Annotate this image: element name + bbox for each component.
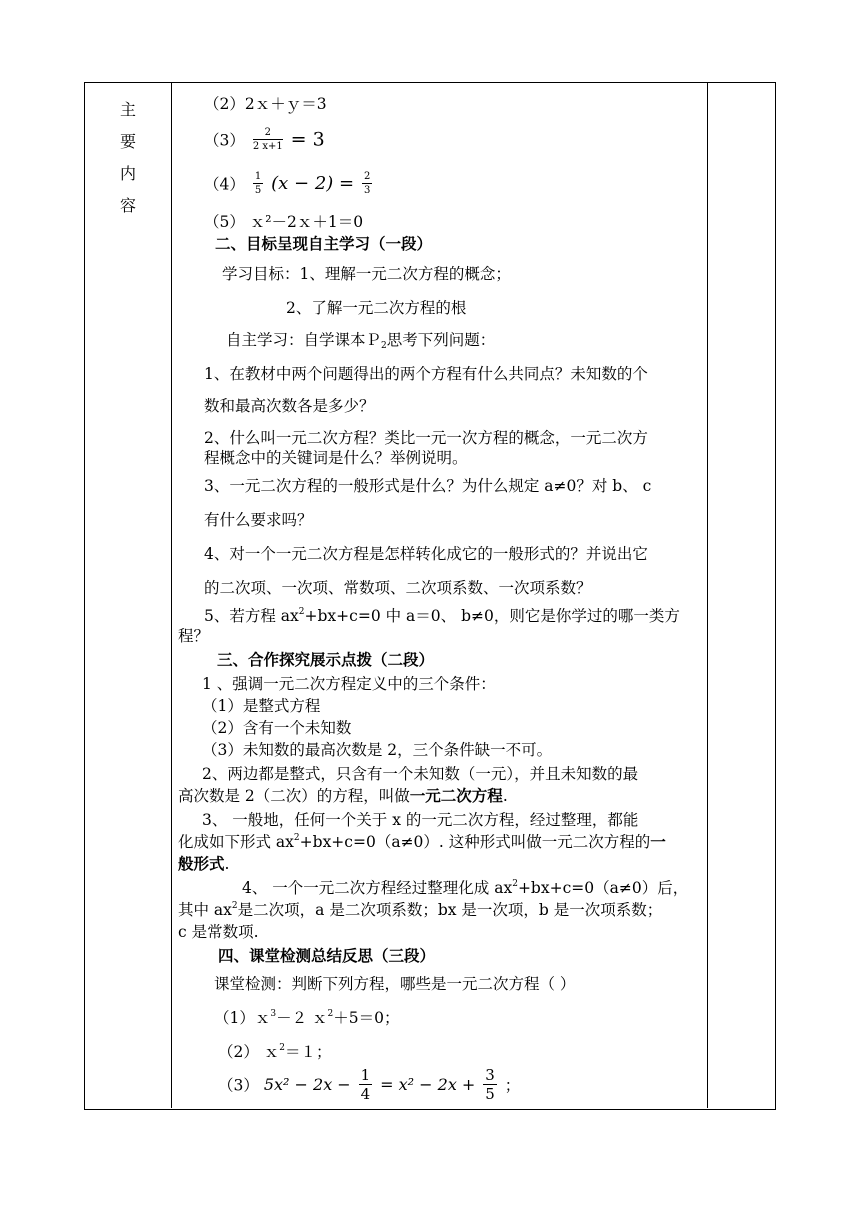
question-4-text-b: 的二次项、一次项、常数项、二次项系数、一次项系数？ — [204, 579, 592, 597]
question-2-line-1 — [204, 426, 648, 448]
condition-2 — [202, 716, 351, 738]
section-2-heading-text: 二、目标呈现自主学习（一段） — [215, 234, 433, 253]
explore-point-4-text-a2: +bx+c=0（a≠0）后， — [517, 879, 689, 897]
equation-3-fraction — [253, 126, 283, 153]
explore-point-3-text-a: 3、 一般地，任何一个关于 x 的一元二次方程，经过整理，都能 — [202, 811, 639, 829]
equation-5-text: （5） ｘ²－2ｘ＋1＝0 — [204, 213, 364, 231]
question-2-line-2 — [204, 446, 468, 468]
condition-1 — [202, 694, 320, 716]
equation-4-right-numerator: 2 — [364, 171, 371, 182]
learning-goal-2 — [286, 296, 466, 318]
equation-4-right-denominator: 3 — [364, 185, 371, 196]
check-eq3-frac2-numerator: 3 — [485, 1066, 495, 1084]
learning-goal-2-text: 2、了解一元二次方程的根 — [286, 299, 467, 317]
explore-point-3-line-1 — [202, 808, 638, 830]
check-eq1-sup1: 3 — [270, 1009, 277, 1019]
equation-3-rhs: = 3 — [290, 128, 325, 151]
equation-3-denominator: 2 x+1 — [252, 141, 283, 152]
check-eq3-lhs: 5x² − 2x − — [263, 1075, 351, 1094]
check-eq3-fraction-1 — [359, 1066, 373, 1103]
check-equation-1 — [214, 1006, 400, 1028]
condition-3 — [202, 738, 552, 760]
check-eq3-fraction-2 — [483, 1066, 497, 1103]
row-label-text: 主要内容 — [120, 100, 137, 215]
explore-point-3-text-c2: . — [224, 855, 230, 873]
explore-point-4-line-3 — [178, 920, 259, 942]
question-2-text-b: 程概念中的关键词是什么？举例说明。 — [204, 449, 468, 467]
explore-point-3-superscript: 2 — [293, 833, 300, 843]
question-5-text-a1: 5、若方程 ax — [204, 607, 299, 625]
question-5-line-2 — [178, 624, 209, 646]
section-2-heading — [215, 232, 432, 254]
condition-3-text: （3）未知数的最高次数是 2，三个条件缺一不可。 — [202, 741, 553, 759]
self-study-text-b: 思考下列问题： — [386, 331, 496, 349]
question-2-text-a: 2、什么叫一元二次方程？类比一元一次方程的概念，一元二次方 — [204, 429, 648, 447]
explore-point-1 — [202, 672, 496, 694]
explore-point-4-superscript-b: 2 — [231, 901, 238, 911]
explore-point-4-text-a1: 4、 一个一元二次方程经过整理化成 ax — [242, 879, 513, 897]
explore-point-4-text-c: c 是常数项. — [178, 923, 259, 941]
question-5-line-1 — [204, 604, 680, 626]
check-eq1-part1: （1）ｘ — [214, 1009, 271, 1027]
equation-2-text: （2）2ｘ＋ｙ＝3 — [204, 95, 327, 113]
check-eq3-end: ； — [504, 1076, 521, 1095]
explore-point-3-line-2 — [178, 830, 666, 852]
explore-point-1-text: 1 、强调一元二次方程定义中的三个条件： — [202, 675, 496, 693]
explore-point-2-line-1 — [202, 762, 638, 784]
explore-point-3-line-3 — [178, 852, 229, 874]
check-equation-3 — [218, 1066, 520, 1106]
self-study-subscript: 2 — [381, 341, 387, 351]
self-study-intro — [226, 328, 495, 350]
check-eq1-part3: ＋5＝0； — [333, 1009, 400, 1027]
explore-point-4-superscript-a: 2 — [512, 879, 518, 889]
explore-point-2-text-b1: 高次数是 2（二次）的方程，叫做 — [178, 787, 410, 805]
question-3-text-b: 有什么要求吗？ — [204, 511, 313, 529]
check-eq2-part1: （2） ｘ — [218, 1043, 280, 1061]
equation-5 — [204, 210, 363, 232]
question-1-line-2 — [204, 394, 375, 416]
question-1-text-a: 1、在教材中两个问题得出的两个方程有什么共同点？未知数的个 — [204, 365, 648, 383]
equation-4-left-denominator: 5 — [254, 185, 262, 196]
question-5-text-a2: +bx+c=0 中 a＝0、 b≠0，则它是你学过的哪一类方 — [304, 607, 680, 625]
explore-point-4-text-b1: 其中 ax — [178, 901, 232, 919]
question-5-superscript: 2 — [298, 607, 305, 617]
class-check-text: 课堂检测：判断下列方程，哪些是一元二次方程（ ） — [214, 975, 576, 993]
check-eq3-frac1-numerator: 1 — [360, 1066, 371, 1084]
question-1-text-b: 数和最高次数各是多少？ — [204, 397, 375, 415]
equation-4-fraction-right — [362, 170, 372, 197]
equation-4-prefix: （4） — [204, 175, 245, 194]
learning-goal-1 — [222, 262, 511, 284]
self-study-text-a: 自主学习：自学课本Ｐ — [226, 331, 382, 349]
check-eq3-frac1-denominator: 4 — [360, 1085, 371, 1103]
learning-goal-1-text: 学习目标：1、理解一元二次方程的概念； — [222, 265, 511, 283]
equation-3-prefix: （3） — [204, 131, 245, 150]
question-4-line-2 — [204, 576, 592, 598]
explore-point-2-text-b2: . — [502, 787, 508, 805]
condition-2-text: （2）含有一个未知数 — [202, 719, 352, 737]
explore-point-3-text-b1: 化成如下形式 ax — [178, 833, 294, 851]
question-5-text-b: 程？ — [178, 627, 210, 645]
equation-3 — [204, 126, 325, 158]
section-3-heading-text: 三、合作探究展示点拨（二段） — [217, 650, 435, 669]
question-4-line-1 — [204, 542, 648, 564]
check-eq3-frac2-denominator: 5 — [485, 1085, 495, 1103]
check-eq1-part2: －２ ｘ — [276, 1009, 328, 1027]
column-divider-right — [707, 82, 708, 1108]
explore-point-4-line-2 — [178, 898, 662, 920]
question-4-text-a: 4、对一个一元二次方程是怎样转化成它的一般形式的？并说出它 — [204, 545, 648, 563]
question-3-text-a: 3、一元二次方程的一般形式是什么？为什么规定 a≠0？对 b、 c — [204, 477, 652, 495]
explore-point-2-text-a: 2、两边都是整式，只含有一个未知数（一元），并且未知数的最 — [202, 765, 639, 783]
equation-4-fraction-left — [253, 170, 263, 197]
explore-point-2-line-2 — [178, 784, 508, 806]
question-3-line-2 — [204, 508, 313, 530]
equation-4-left-numerator: 1 — [254, 171, 262, 182]
section-4-heading — [218, 944, 435, 966]
section-4-heading-text: 四、课堂检测总结反思（三段） — [218, 946, 436, 965]
explore-point-4-line-1 — [242, 876, 688, 898]
term-general-form-a: 一 — [650, 832, 666, 851]
question-3-line-1 — [204, 474, 651, 496]
equation-3-numerator: 2 — [253, 126, 283, 140]
explore-point-3-text-b2: +bx+c=0（a≠0）. 这种形式叫做一元二次方程的 — [299, 833, 651, 851]
equation-4-middle: (x − 2) = — [271, 173, 355, 194]
condition-1-text: （1）是整式方程 — [202, 697, 321, 715]
check-eq3-rhs: = x² − 2x + — [380, 1075, 476, 1094]
equation-2 — [204, 92, 327, 114]
explore-point-4-text-b2: 是二次项，a 是二次项系数；bx 是一次项，b 是一次项系数； — [237, 901, 663, 919]
equation-4 — [204, 170, 375, 200]
check-eq2-sup: 2 — [279, 1043, 286, 1053]
term-quadratic-equation: 一元二次方程 — [409, 786, 503, 805]
row-label — [110, 94, 146, 222]
check-eq1-sup2: 2 — [327, 1009, 334, 1019]
column-divider-left — [171, 82, 172, 1108]
term-general-form-b: 般形式 — [178, 854, 225, 873]
class-check-prompt — [214, 972, 575, 994]
check-eq2-part2: ＝１； — [285, 1043, 332, 1061]
section-3-heading — [217, 648, 434, 670]
question-1-line-1 — [204, 362, 648, 384]
check-equation-2 — [218, 1040, 332, 1062]
check-eq3-prefix: （3） — [218, 1076, 259, 1095]
